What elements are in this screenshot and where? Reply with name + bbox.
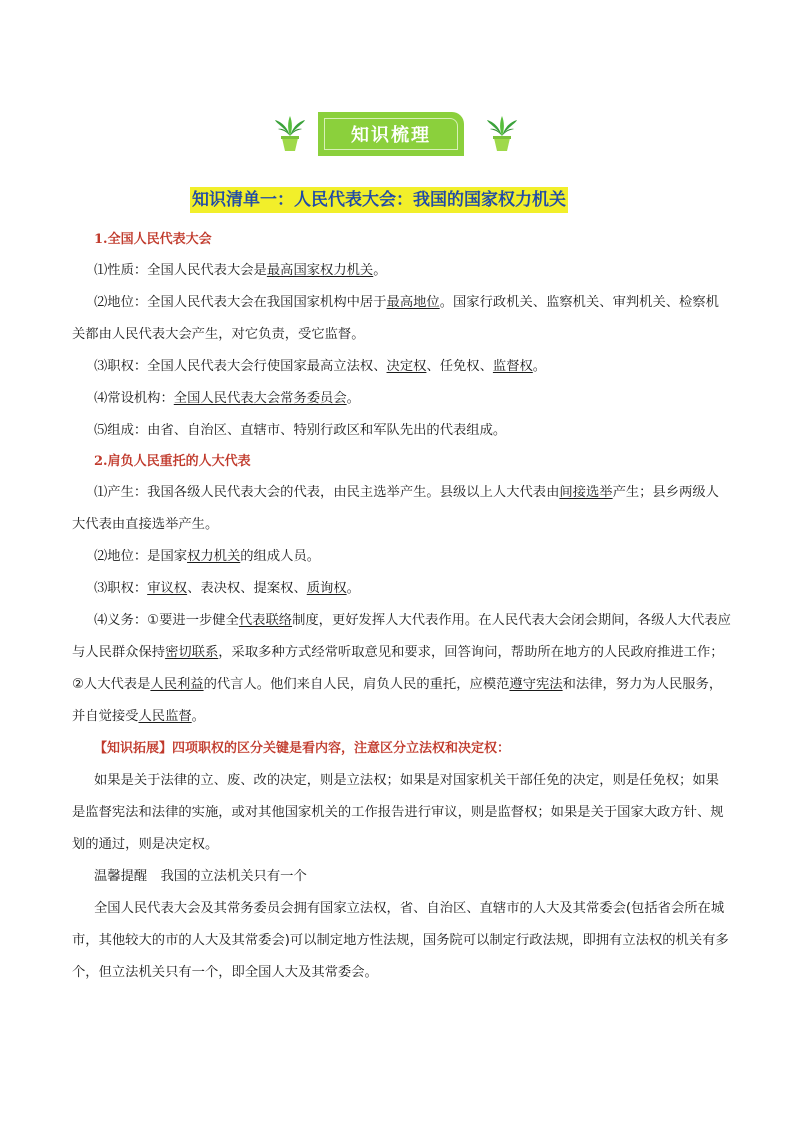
underlined-term: 密切联系 xyxy=(165,645,219,660)
text: 产生；县乡两级人大代表由直接选举产生。 xyxy=(72,485,719,532)
underlined-term: 审议权 xyxy=(147,581,188,596)
text: ，采取多种方式经常听取意见和要求，回答询问，帮助所在地方的人民政府推进工作；②人大代表是 xyxy=(72,645,724,692)
text: ⑷常设机构： xyxy=(94,391,174,406)
underlined-term: 人民监督 xyxy=(138,709,192,724)
text: ⑵地位：全国人民代表大会在我国国家机构中居于 xyxy=(94,295,387,310)
text: 、任免权、 xyxy=(426,359,493,374)
underlined-term: 全国人民代表大会常务委员会 xyxy=(173,391,347,406)
text: 。 xyxy=(373,263,387,278)
paragraph: ⑸组成：由省、自治区、直辖市、特别行政区和军队先出的代表组成。 xyxy=(94,423,507,438)
underlined-term: 监督权 xyxy=(492,359,533,374)
underlined-term: 最高地位 xyxy=(386,295,440,310)
text: 。 xyxy=(532,359,547,374)
paragraph xyxy=(72,287,732,351)
text: ⑷义务：①要进一步健全 xyxy=(94,613,239,628)
section-heading: 2.肩负人民重托的人大代表 xyxy=(94,454,251,469)
text: ⑶职权： xyxy=(94,581,148,596)
paragraph xyxy=(72,573,732,605)
section-heading: 1.全国人民代表大会 xyxy=(94,232,212,247)
text: ⑴产生：我国各级人民代表大会的代表，由民主选举产生。县级以上人大代表由 xyxy=(94,485,560,500)
reminder-heading: 温馨提醒 我国的立法机关只有一个 xyxy=(94,869,307,884)
text: 的组成人员。 xyxy=(240,549,321,564)
underlined-term: 人民利益 xyxy=(150,677,204,692)
paragraph xyxy=(72,541,732,573)
paragraph xyxy=(72,351,732,383)
text: 的代言人。他们来自人民，肩负人民的重托，应模范 xyxy=(203,677,510,692)
text: 。 xyxy=(191,709,205,724)
underlined-term: 间接选举 xyxy=(559,485,613,500)
underlined-term: 决定权 xyxy=(386,359,427,374)
text: 和法律，努力为人民服务，并自觉接受 xyxy=(72,677,723,724)
potted-plant-icon xyxy=(273,116,307,152)
banner-title: 知识梳理 xyxy=(351,125,431,146)
paragraph xyxy=(72,383,732,415)
underlined-term: 质询权 xyxy=(306,581,347,596)
paragraph xyxy=(72,255,732,287)
underlined-term: 代表联络 xyxy=(238,613,293,628)
paragraph: 全国人民代表大会及其常务委员会拥有国家立法权，省、自治区、直辖市的人大及其常委会(包括省会所在城市，其他较大的市的人大及其常委会)可以制定地方性法规，国务院可以制定行政法规，即拥有立法权的机关有多个，但立法机关只有一个，即全国人大及其常委会。 xyxy=(72,901,729,980)
text: ⑵地位：是国家 xyxy=(94,549,188,564)
document-body xyxy=(72,225,732,989)
paragraph xyxy=(72,605,732,733)
section-banner xyxy=(318,112,464,156)
potted-plant-icon xyxy=(485,116,519,152)
underlined-term: 权力机关 xyxy=(187,549,241,564)
text: 。国家行政机关、监察机关、审判机关、检察机关都由人民代表大会产生，对它负责，受它监督。 xyxy=(72,295,719,342)
extension-heading: 【知识拓展】四项职权的区分关键是看内容，注意区分立法权和决定权： xyxy=(94,741,511,756)
underlined-term: 遵守宪法 xyxy=(509,677,563,692)
underlined-term: 最高国家权力机关 xyxy=(266,263,374,278)
paragraph: 如果是关于法律的立、废、改的决定，则是立法权；如果是对国家机关干部任免的决定，则是任免权；如果是监督宪法和法律的实施，或对其他国家机关的工作报告进行审议，则是监督权；如果是关于国家大政方针、规划的通过，则是决定权。 xyxy=(72,773,724,852)
text: ⑴性质：全国人民代表大会是 xyxy=(94,263,267,278)
text: 制度，更好发挥人大代表作用。在人民代表大会闭会期间，各级人大代表应与人民群众保持 xyxy=(72,613,731,660)
text: 。 xyxy=(346,391,360,406)
text: 、表决权、提案权、 xyxy=(187,581,307,596)
text: ⑶职权：全国人民代表大会行使国家最高立法权、 xyxy=(94,359,387,374)
text: 。 xyxy=(346,581,360,596)
paragraph xyxy=(72,477,732,541)
list-title: 知识清单一：人民代表大会：我国的国家权力机关 xyxy=(190,187,568,213)
